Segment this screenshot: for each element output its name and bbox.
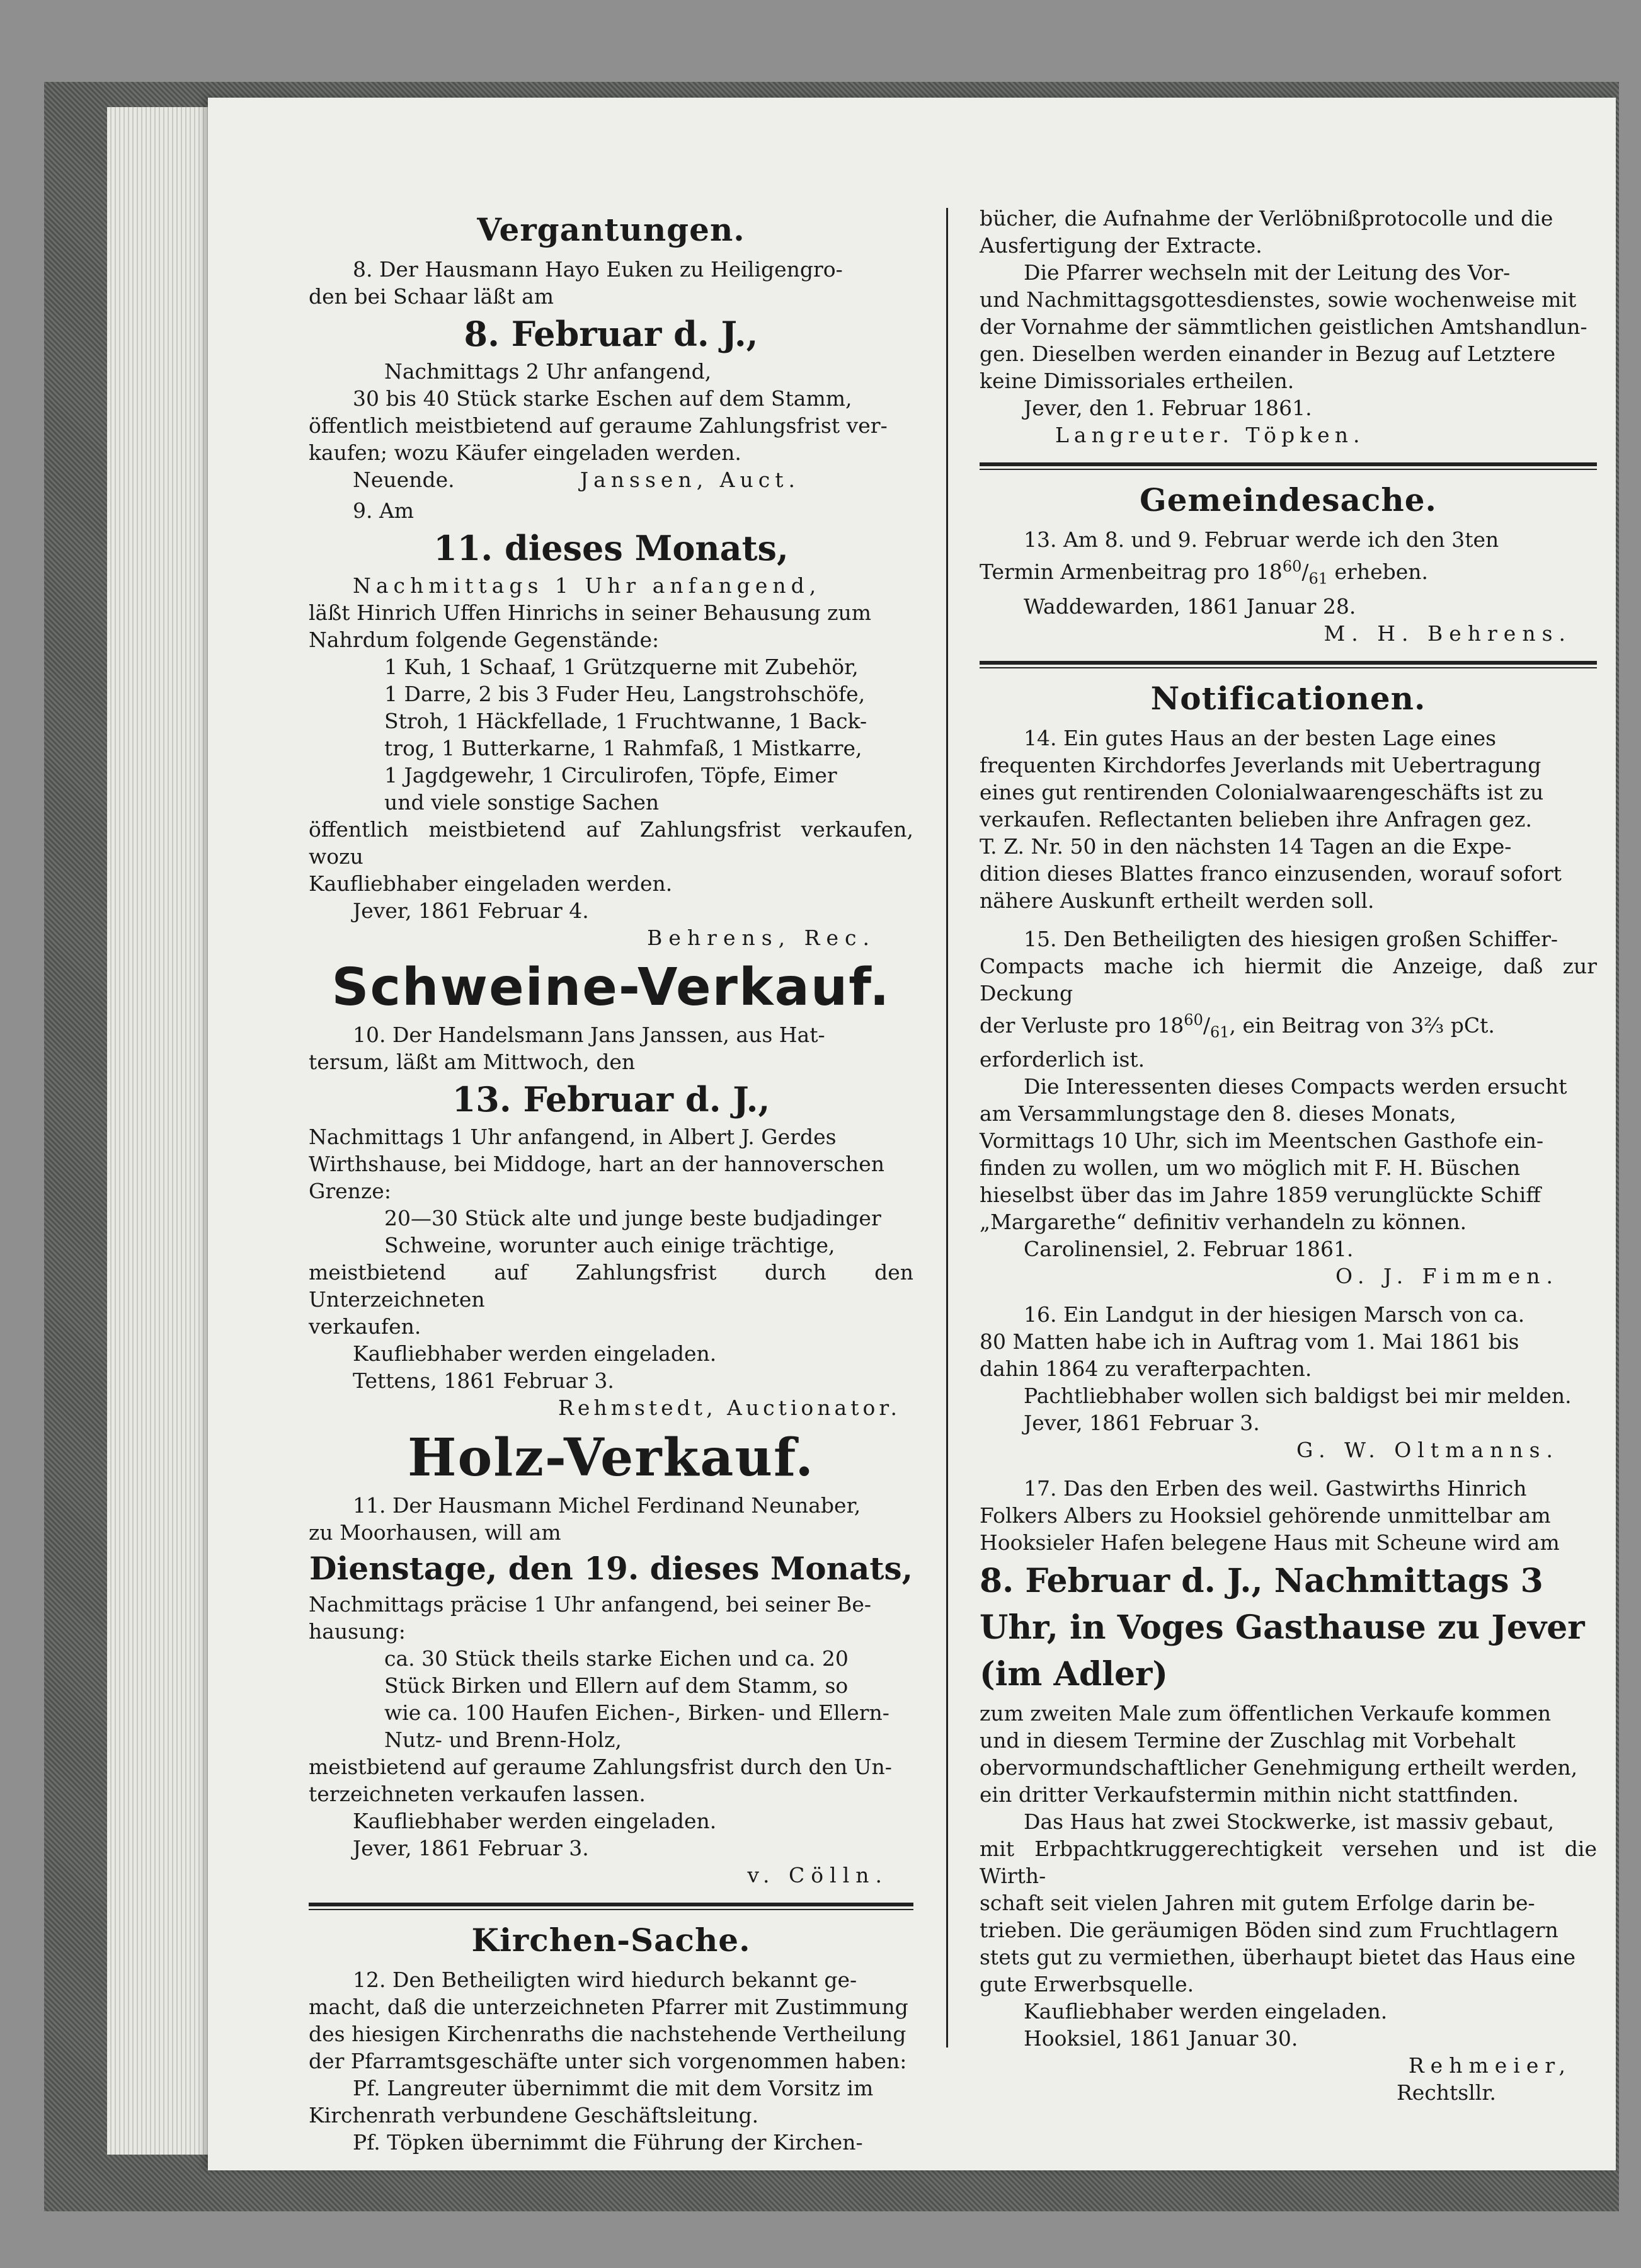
text-line: keine Dimissoriales ertheilen.: [980, 369, 1295, 393]
text-line: dition dieses Blattes franco einzusenden, worauf sofort: [980, 861, 1562, 886]
heading-notificationen: Notificationen.: [1150, 679, 1426, 717]
text-line: 16. Ein Landgut in der hiesigen Marsch von ca.: [1024, 1302, 1525, 1327]
notice-12: [309, 1966, 913, 2156]
fraction-numerator: 60: [1184, 1011, 1203, 1029]
place-text: Hooksiel, 1861 Januar 30.: [1024, 2026, 1298, 2051]
text-line: gute Erwerbsquelle.: [980, 1972, 1194, 1997]
text-line: Wirthshause, bei Middoge, hart an der hannoverschen: [309, 1152, 885, 1176]
signature-text: M. H. Behrens.: [1324, 621, 1572, 646]
place-text: Tettens, 1861 Februar 3.: [353, 1368, 614, 1393]
date-line: 11. dieses Monats,: [433, 528, 789, 568]
text-line: läßt Hinrich Uffen Hinrichs in seiner Behausung zum: [309, 600, 872, 625]
notice-13: [980, 526, 1597, 647]
fraction-denominator: 61: [1209, 1023, 1230, 1041]
text-line: Kaufliebhaber werden eingeladen.: [353, 1341, 717, 1366]
text-line: am Versammlungstage den 8. dieses Monats,: [980, 1101, 1456, 1126]
text-line: Kaufliebhaber werden eingeladen.: [353, 1809, 717, 1833]
text-line: Nutz- und Brenn-Holz,: [384, 1727, 622, 1752]
place-signature-line: [309, 466, 913, 493]
text-line: 14. Ein gutes Haus an der besten Lage eines: [1024, 725, 1497, 750]
text-line: 80 Matten habe ich in Auftrag vom 1. Mai 1861 bis: [980, 1329, 1519, 1354]
text-line: wie ca. 100 Haufen Eichen-, Birken- und Ellern-: [384, 1700, 889, 1725]
signature-title: Rechtsllr.: [1396, 2080, 1496, 2105]
text-line: schaft seit vielen Jahren mit gutem Erfolge darin be-: [980, 1891, 1535, 1916]
signature-text: Rehmstedt, Auctionator.: [558, 1395, 901, 1420]
signature-text: G. W. Oltmanns.: [1296, 1438, 1559, 1463]
text-line: nähere Auskunft ertheilt werden soll.: [980, 888, 1375, 913]
signature-text: v. Cölln.: [747, 1863, 888, 1887]
place-text: Jever, 1861 Februar 3.: [353, 1836, 589, 1860]
text-line: Stück Birken und Ellern auf dem Stamm, so: [384, 1673, 849, 1698]
text-line: ein dritter Verkaufstermin mithin nicht stattfinden.: [980, 1782, 1519, 1807]
text-line: Nachmittags präcise 1 Uhr anfangend, bei seiner Be-: [309, 1592, 872, 1617]
text-line: zu Moorhausen, will am: [309, 1520, 561, 1545]
text-line: Ausfertigung der Extracte.: [980, 233, 1262, 258]
text-line: trieben. Die geräumigen Böden sind zum Fruchtlagern: [980, 1918, 1558, 1943]
text-line: Das Haus hat zwei Stockwerke, ist massiv gebaut,: [1024, 1809, 1555, 1835]
date-line: 8. Februar d. J., Nachmittags 3: [980, 1562, 1543, 1601]
text-line: kaufen; wozu Käufer eingeladen werden.: [309, 440, 741, 465]
text-line: 11. Der Hausmann Michel Ferdinand Neunaber,: [353, 1493, 861, 1518]
fraction-denominator: 61: [1308, 570, 1329, 588]
text-line-with-fraction: der Verluste pro $18^{60}/_{61}$, ein Beitrag von 3⅔ pCt.: [980, 1011, 1495, 1041]
heading-vergantungen: Vergantungen.: [477, 211, 745, 248]
text-line: der Pfarramtsgeschäfte unter sich vorgenommen haben:: [309, 2049, 907, 2073]
text-line: 10. Der Handelsmann Jans Janssen, aus Hat-: [353, 1022, 825, 1047]
text-line: hausung:: [309, 1619, 406, 1644]
text-line: Nahrdum folgende Gegenstände:: [309, 627, 660, 652]
notice-11: [309, 1492, 913, 1889]
text-line-with-fraction: Termin Armenbeitrag pro $18^{60}/_{61}$ erheben.: [980, 558, 1429, 588]
text-line: bücher, die Aufnahme der Verlöbnißprotocolle und die: [980, 206, 1553, 231]
date-line: (im Adler): [980, 1655, 1169, 1694]
text-line: Kaufliebhaber werden eingeladen.: [1024, 1999, 1388, 2024]
text-line: Die Pfarrer wechseln mit der Leitung des Vor-: [1024, 260, 1511, 285]
place-text: Jever, den 1. Februar 1861.: [1024, 396, 1312, 420]
text-line: Folkers Albers zu Hooksiel gehörende unmittelbar am: [980, 1503, 1551, 1528]
notice-16: [980, 1301, 1597, 1463]
column-divider: [946, 208, 948, 2048]
section-rule: [309, 1903, 913, 1910]
place-text: Jever, 1861 Februar 4.: [353, 898, 589, 923]
text-line: Compacts mache ich hiermit die Anzeige, daß zur Deckung: [980, 953, 1597, 1005]
text-line: 17. Das den Erben des weil. Gastwirths Hinrich: [1024, 1476, 1527, 1501]
left-column: [309, 205, 913, 2160]
text-line: T. Z. Nr. 50 in den nächsten 14 Tagen an die Expe-: [980, 833, 1512, 859]
text-line: verkaufen.: [309, 1314, 421, 1339]
text-line: der Vornahme der sämmtlichen geistlichen Amtshandlun-: [980, 314, 1587, 339]
text-line: mit Erbpachtkruggerechtigkeit versehen und ist die Wirth-: [980, 1836, 1597, 1889]
place-text: Carolinensiel, 2. Februar 1861.: [1024, 1237, 1354, 1262]
text-line: ca. 30 Stück theils starke Eichen und ca. 20: [384, 1646, 849, 1671]
text-line: stets gut zu vermiethen, überhaupt bietet das Haus eine: [980, 1945, 1575, 1970]
text-part: der Verluste pro 18: [980, 1012, 1184, 1038]
newspaper-page: [208, 98, 1616, 2170]
text-line: zum zweiten Male zum öffentlichen Verkaufe kommen: [980, 1701, 1552, 1726]
text-line: Nachmittags 1 Uhr anfangend, in Albert J. Gerdes: [309, 1125, 837, 1149]
notice-17: [980, 1475, 1597, 2106]
text-line: Pachtliebhaber wollen sich baldigst bei mir melden.: [1024, 1383, 1572, 1409]
fraction-numerator: 60: [1282, 558, 1302, 575]
notice-9: [309, 497, 913, 951]
right-column: [980, 205, 1597, 2110]
heading-holz-verkauf: Holz-Verkauf.: [408, 1428, 815, 1488]
text-line: verkaufen. Reflectanten belieben ihre Anfragen gez.: [980, 806, 1532, 832]
section-rule: [980, 462, 1597, 470]
notice-14: [980, 724, 1597, 914]
text-line: den bei Schaar läßt am: [309, 284, 554, 309]
date-line: Dienstage, den 19. dieses Monats,: [309, 1550, 913, 1587]
text-part: erheben.: [1328, 559, 1429, 584]
signature-text: Behrens, Rec.: [647, 925, 876, 950]
place-text: Neuende.: [353, 467, 455, 492]
text-line: tersum, läßt am Mittwoch, den: [309, 1050, 636, 1074]
text-line: frequenten Kirchdorfes Jeverlands mit Uebertragung: [980, 752, 1541, 777]
text-line: und in diesem Termine der Zuschlag mit Vorbehalt: [980, 1728, 1516, 1753]
text-line: Stroh, 1 Häckfellade, 1 Fruchtwanne, 1 Back-: [384, 709, 867, 733]
signature-text: Rehmeier,: [1408, 2053, 1572, 2078]
notice-10: [309, 1021, 913, 1421]
date-line: 13. Februar d. J.,: [452, 1079, 770, 1120]
text-line: 8. Der Hausmann Hayo Euken zu Heiligengro-: [353, 257, 843, 282]
text-line: und viele sonstige Sachen: [384, 790, 660, 815]
text-line: obervormundschaftlicher Genehmigung ertheilt werden,: [980, 1755, 1578, 1780]
text-line: meistbietend auf geraume Zahlungsfrist durch den Un-: [309, 1755, 892, 1779]
text-line: macht, daß die unterzeichneten Pfarrer mit Zustimmung: [309, 1995, 908, 2019]
text-line: eines gut rentirenden Colonialwaarengeschäfts ist zu: [980, 779, 1544, 805]
text-line: 15. Den Betheiligten des hiesigen großen Schiffer-: [1024, 926, 1558, 951]
text-line: 9. Am: [353, 498, 415, 523]
text-line: 1 Jagdgewehr, 1 Circulirofen, Töpfe, Eimer: [384, 763, 837, 788]
signature-text: O. J. Fimmen.: [1335, 1264, 1559, 1289]
text-line: und Nachmittagsgottesdienstes, sowie wochenweise mit: [980, 287, 1577, 312]
text-line: Nachmittags 2 Uhr anfangend,: [384, 359, 712, 384]
text-line: erforderlich ist.: [980, 1047, 1145, 1072]
text-line: Kaufliebhaber eingeladen werden.: [309, 871, 673, 896]
signature-text: Janssen, Auct.: [580, 467, 800, 492]
text-line: Schweine, worunter auch einige trächtige,: [384, 1233, 835, 1257]
text-line: trog, 1 Butterkarne, 1 Rahmfaß, 1 Mistkarre,: [384, 736, 862, 760]
place-text: Waddewarden, 1861 Januar 28.: [1024, 593, 1356, 619]
text-line: meistbietend auf Zahlungsfrist durch den Unterzeichneten: [309, 1260, 913, 1312]
section-rule: [980, 661, 1597, 668]
text-line: Pf. Töpken übernimmt die Führung der Kirchen-: [353, 2130, 863, 2155]
text-line: Nachmittags 1 Uhr anfangend,: [353, 573, 821, 598]
text-line: 30 bis 40 Stück starke Eschen auf dem Stamm,: [353, 386, 852, 411]
text-line: Grenze:: [309, 1179, 391, 1203]
text-line: „Margarethe“ definitiv verhandeln zu können.: [980, 1210, 1467, 1235]
text-line: hieselbst über das im Jahre 1859 verunglückte Schiff: [980, 1183, 1541, 1208]
text-line: gen. Dieselben werden einander in Bezug auf Letztere: [980, 341, 1556, 366]
text-line: 20—30 Stück alte und junge beste budjadinger: [384, 1206, 881, 1230]
text-line: öffentlich meistbietend auf geraume Zahlungsfrist ver-: [309, 413, 888, 438]
notice-8: [309, 256, 913, 493]
text-line: des hiesigen Kirchenraths die nachstehende Vertheilung: [309, 2022, 906, 2046]
text-line: dahin 1864 zu verafterpachten.: [980, 1356, 1312, 1382]
text-part: , ein Beitrag von 3⅔ pCt.: [1229, 1012, 1495, 1038]
date-line: Uhr, in Voges Gasthause zu Jever: [980, 1608, 1585, 1647]
text-line: 13. Am 8. und 9. Februar werde ich den 3ten: [1024, 527, 1499, 552]
heading-kirchen-sache: Kirchen-Sache.: [471, 1922, 751, 1959]
text-line: finden zu wollen, um wo möglich mit F. H. Büschen: [980, 1155, 1521, 1181]
text-line: Vormittags 10 Uhr, sich im Meentschen Gasthofe ein-: [980, 1128, 1544, 1154]
text-part: Termin Armenbeitrag pro 18: [980, 559, 1283, 584]
place-text: Jever, 1861 Februar 3.: [1024, 1411, 1260, 1436]
text-line: Hooksieler Hafen belegene Haus mit Scheune wird am: [980, 1530, 1560, 1555]
text-line: Die Interessenten dieses Compacts werden ersucht: [1024, 1074, 1567, 1099]
text-line: Kirchenrath verbundene Geschäftsleitung.: [309, 2103, 759, 2128]
text-line: 1 Darre, 2 bis 3 Fuder Heu, Langstrohschöfe,: [384, 682, 866, 706]
text-line: Pf. Langreuter übernimmt die mit dem Vorsitz im: [353, 2076, 874, 2100]
text-line: 1 Kuh, 1 Schaaf, 1 Grützquerne mit Zubehör,: [384, 655, 859, 679]
heading-gemeindesache: Gemeindesache.: [1140, 481, 1437, 518]
text-line: terzeichneten verkaufen lassen.: [309, 1782, 646, 1806]
notice-15: [980, 925, 1597, 1290]
text-line: 12. Den Betheiligten wird hiedurch bekannt ge-: [353, 1967, 857, 1992]
heading-schweine-verkauf: Schweine-Verkauf.: [331, 958, 891, 1017]
date-line: 8. Februar d. J.,: [464, 314, 758, 354]
text-line: öffentlich meistbietend auf Zahlungsfrist verkaufen, wozu: [309, 817, 913, 869]
notice-12-continued: [980, 205, 1597, 449]
signature-text: Langreuter. Töpken.: [1055, 423, 1365, 447]
